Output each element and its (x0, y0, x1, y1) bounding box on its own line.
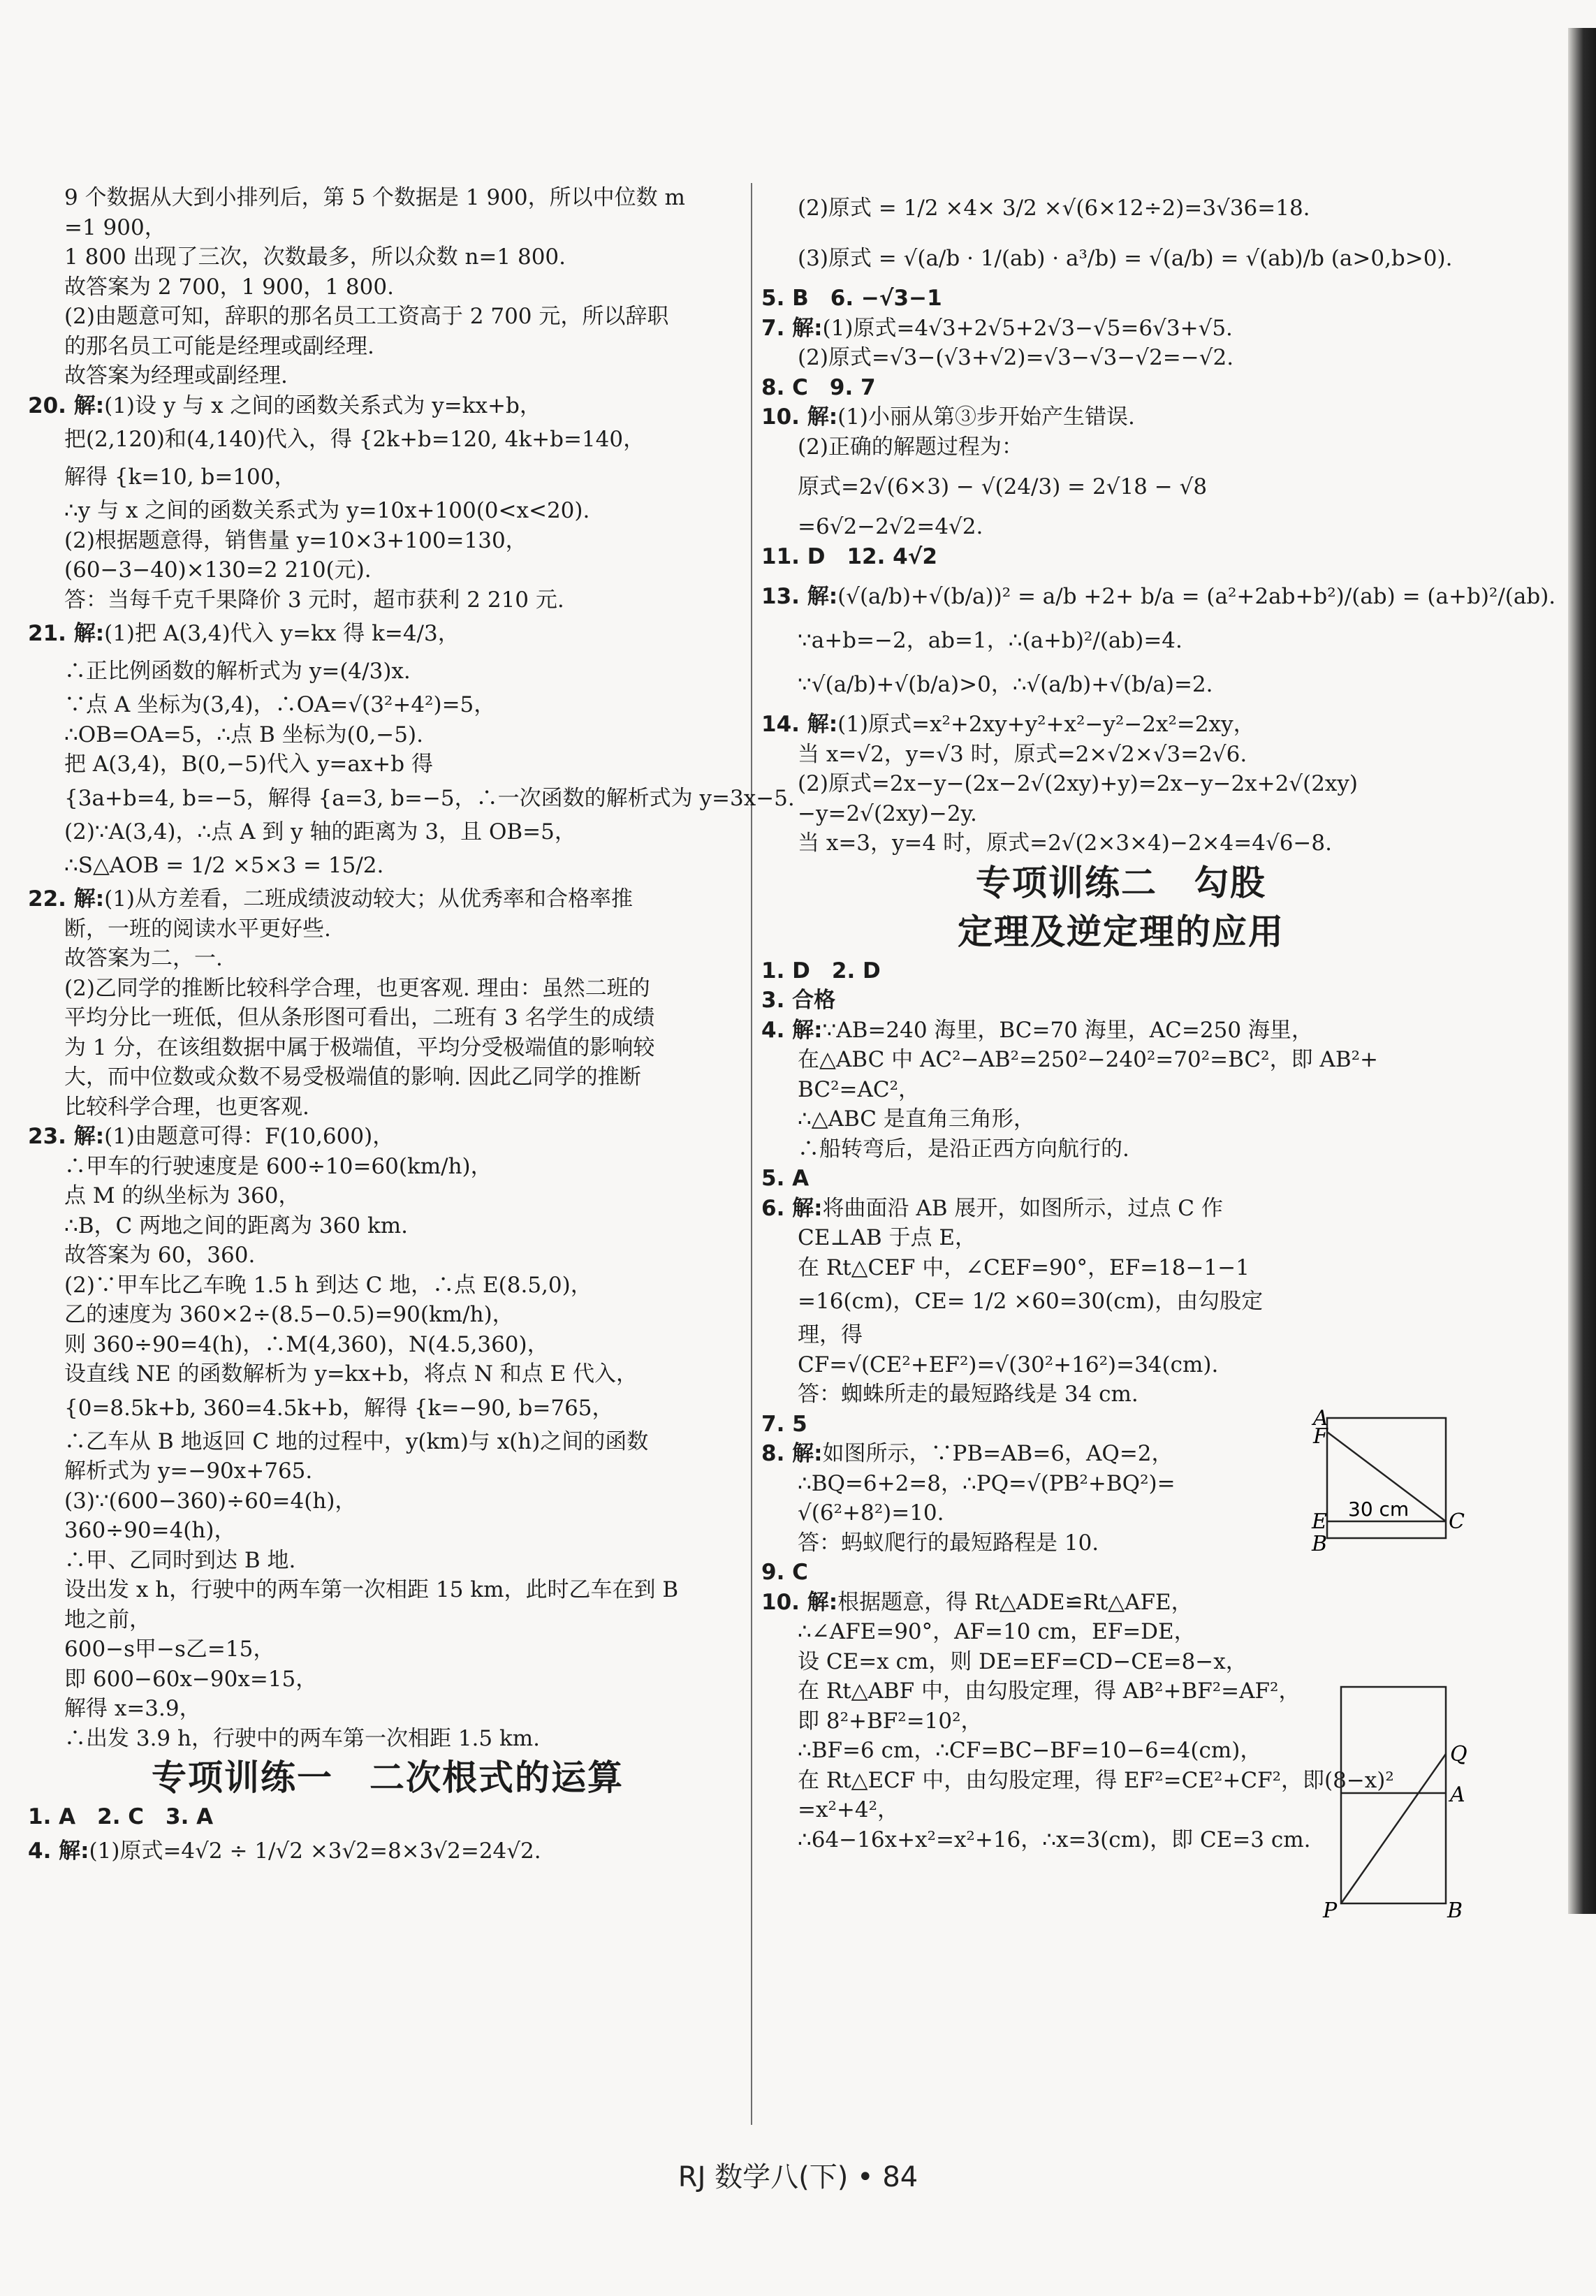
line-text: ∴船转弯后，是沿正西方向航行的. (798, 1136, 1129, 1162)
text-line (28, 1092, 747, 1123)
line-text: (60−3−40)×130=2 210(元). (64, 557, 372, 583)
text-line (761, 740, 1481, 770)
line-text: ∴S△AOB = 1/2 ×5×3 = 15/2. (64, 853, 384, 878)
line-text: 乙的速度为 360×2÷(8.5−0.5)=90(km/h)， (64, 1302, 514, 1327)
text-line (28, 1832, 747, 1870)
fig6-label-a: A (1313, 1406, 1328, 1431)
problem-number: 7. 解: (761, 315, 823, 341)
line-text: {3a+b=4, b=−5，解得 {a=3, b=−5，∴一次函数的解析式为 y=3x−5. (64, 785, 795, 811)
line-text: (2)原式=√3−(√3+√2)=√3−√3−√2=−√2. (798, 345, 1234, 370)
text-line (761, 799, 1481, 829)
line-text: 大，而中位数或众数不易受极端值的影响. 因此乙同学的推断 (64, 1065, 641, 1090)
line-text: 故答案为经理或副经理. (64, 363, 288, 388)
problem-number: 4. 解: (28, 1838, 89, 1864)
text-line (28, 1516, 747, 1546)
line-text: 为 1 分，在该组数据中属于极端值，平均分受极端值的影响较 (64, 1034, 655, 1060)
text-line (28, 1389, 747, 1427)
text-line (28, 526, 747, 556)
text-line (28, 944, 747, 974)
line-text: CF=√(CE²+EF²)=√(30²+16²)=34(cm). (798, 1352, 1219, 1377)
text-line (761, 1223, 1481, 1253)
line-text: 把 A(3,4)，B(0,−5)代入 y=ax+b 得 (64, 752, 433, 777)
line-text: 把(2,120)和(4,140)代入，得 {2k+b=120, 4k+b=140， (64, 427, 645, 452)
text-line (761, 1558, 1481, 1588)
line-text: 将曲面沿 AB 展开，如图所示，过点 C 作 (822, 1195, 1223, 1221)
text-line (761, 462, 1481, 512)
problem-number: 1. D 2. D (761, 958, 881, 984)
text-line (28, 1181, 747, 1211)
text-line (761, 1617, 1481, 1647)
line-text: 在 Rt△ABF 中，由勾股定理，得 AB²+BF²=AF²， (798, 1679, 1301, 1704)
line-text: (1)原式=x²+2xy+y²+x²−y²−2x²=2xy， (837, 712, 1255, 737)
line-text: 故答案为 2 700，1 900，1 800. (64, 274, 394, 300)
line-text: =x²+4²， (798, 1797, 900, 1822)
line-text: 故答案为二，一. (64, 946, 223, 971)
line-text: 360÷90=4(h)， (64, 1518, 236, 1543)
line-text: ∴△ABC 是直角三角形， (798, 1106, 1035, 1132)
text-line (28, 458, 747, 496)
line-text: (2)乙同学的推断比较科学合理，也更客观. 理由：虽然二班的 (64, 975, 650, 1001)
fig8-label-p: P (1323, 1899, 1338, 1923)
problem-number: 13. 解: (761, 584, 838, 609)
text-line (28, 1724, 747, 1754)
text-line (761, 1194, 1481, 1224)
text-line (761, 659, 1481, 710)
text-line (28, 1546, 747, 1576)
text-line (761, 1016, 1481, 1046)
line-text: 则 360÷90=4(h)，∴M(4,360)，N(4.5,360)， (64, 1331, 549, 1357)
line-text: ∴BQ=6+2=8，∴PQ=√(PB²+BQ²)= (798, 1470, 1176, 1496)
line-text: 1 800 出现了三次，次数最多，所以众数 n=1 800. (64, 244, 566, 270)
text-line (28, 1665, 747, 1695)
text-line (761, 432, 1481, 462)
text-line (28, 1271, 747, 1301)
text-line (28, 1122, 747, 1152)
problem-number: 6. 解: (761, 1195, 823, 1221)
text-line (28, 1605, 747, 1635)
fig6-dimension-label: 30 cm (1348, 1498, 1410, 1521)
text-line (761, 1647, 1481, 1677)
line-text: {0=8.5k+b, 360=4.5k+b，解得 {k=−90, b=765， (64, 1395, 614, 1421)
line-text: (1)由题意可得：F(10,600)， (104, 1124, 395, 1149)
line-text: ∴OB=OA=5，∴点 B 坐标为(0,−5). (64, 722, 423, 747)
line-text: 的那名员工可能是经理或副经理. (64, 333, 374, 359)
line-text: ∴甲、乙同时到达 B 地. (64, 1547, 296, 1573)
problem-number: 10. 解: (761, 404, 838, 430)
text-line (28, 1211, 747, 1241)
line-text: (2)∵A(3,4)，∴点 A 到 y 轴的距离为 3，且 OB=5， (64, 819, 576, 844)
line-text: ∴B，C 两地之间的距离为 360 km. (64, 1213, 408, 1238)
text-line (28, 847, 747, 884)
problem-number: 8. C 9. 7 (761, 374, 876, 400)
text-line (28, 1802, 747, 1832)
text-line (28, 1300, 747, 1330)
line-text: ∵a+b=−2，ab=1，∴(a+b)²/(ab)=4. (798, 628, 1183, 653)
line-text: ∴乙车从 B 地返回 C 地的过程中，y(km)与 x(h)之间的函数 (64, 1428, 649, 1454)
problem-number: 7. 5 (761, 1411, 807, 1437)
line-text: (1)设 y 与 x 之间的函数关系式为 y=kx+b， (104, 393, 541, 418)
line-text: 理，得 (798, 1322, 863, 1347)
text-line (761, 1282, 1481, 1320)
figure-cylinder-unrolled (1299, 1404, 1467, 1558)
figure-box-path (1313, 1673, 1474, 1924)
line-text: (2)原式=2x−y−(2x−2√(2xy)+y)=2x−y−2x+2√(2xy) (798, 771, 1359, 796)
line-text: 答：当每千克千果降价 3 元时，超市获利 2 210 元. (64, 587, 564, 613)
text-line (761, 828, 1481, 858)
line-text: 故答案为 60，360. (64, 1243, 256, 1268)
line-text: =1 900， (64, 214, 166, 240)
text-line (28, 242, 747, 272)
line-text: 设出发 x h，行驶中的两车第一次相距 15 km，此时乙车在到 B (64, 1577, 679, 1602)
line-text: CE⊥AB 于点 E， (798, 1225, 977, 1250)
text-line (761, 402, 1481, 432)
page-footer: RJ 数学八(下) • 84 (678, 2161, 918, 2193)
line-text: 地之前， (64, 1607, 151, 1632)
text-line (761, 284, 1481, 314)
fig6-label-c: C (1449, 1509, 1465, 1534)
text-line (28, 361, 747, 391)
text-line (28, 914, 747, 944)
text-line (28, 555, 747, 585)
problem-number: 10. 解: (761, 1589, 838, 1615)
text-line (28, 1359, 747, 1389)
line-text: ∴正比例函数的解析式为 y=(4/3)x. (64, 659, 411, 684)
fig6-label-e: E (1312, 1509, 1327, 1534)
line-text: ∴y 与 x 之间的函数关系式为 y=10x+100(0<x<20). (64, 498, 590, 523)
text-line (28, 1456, 747, 1486)
text-line (28, 652, 747, 690)
line-text: ∵√(a/b)+√(b/a)>0，∴√(a/b)+√(b/a)=2. (798, 672, 1213, 697)
problem-number: 21. 解: (28, 621, 105, 646)
line-text: 设直线 NE 的函数解析为 y=kx+b，将点 N 和点 E 代入， (64, 1361, 638, 1387)
text-line (28, 302, 747, 332)
text-line (28, 332, 747, 362)
text-line (28, 1241, 747, 1271)
fig8-label-q: Q (1450, 1742, 1467, 1767)
text-line (761, 343, 1481, 373)
line-text: =6√2−2√2=4√2. (798, 514, 983, 539)
text-line (28, 272, 747, 302)
text-line (28, 690, 747, 720)
line-text: 点 M 的纵坐标为 360， (64, 1183, 300, 1208)
line-text: ∴出发 3.9 h，行驶中的两车第一次相距 1.5 km. (64, 1725, 541, 1751)
line-text: 解得 {k=10, b=100， (64, 465, 296, 490)
line-text: (1)小丽从第③步开始产生错误. (837, 404, 1135, 430)
line-text: (1)从方差看，二班成绩波动较大；从优秀率和合格率推 (104, 886, 634, 912)
text-line (761, 512, 1481, 542)
page-edge-shadow (1568, 28, 1596, 1914)
text-line (28, 1033, 747, 1063)
text-line (28, 817, 747, 847)
text-line (28, 1003, 747, 1033)
line-text: (2)正确的解题过程为： (798, 434, 1023, 460)
line-text: (1)把 A(3,4)代入 y=kx 得 k=4/3， (104, 621, 460, 646)
problem-number: 14. 解: (761, 712, 838, 737)
right-column (761, 183, 1556, 1855)
line-text: 在 Rt△CEF 中，∠CEF=90°，EF=18−1−1 (798, 1255, 1250, 1280)
line-text: (1)原式=4√2 ÷ 1/√2 ×3√2=8×3√2=24√2. (89, 1838, 541, 1864)
text-line (28, 1635, 747, 1665)
section-title: 专项训练一 二次根式的运算 (152, 1757, 624, 1798)
line-text: 断，一班的阅读水平更好些. (64, 916, 331, 942)
section-title: 定理及逆定理的应用 (958, 911, 1284, 952)
line-text: 当 x=3，y=4 时，原式=2√(2×3×4)−2×4=4√6−8. (798, 831, 1332, 856)
text-line (28, 780, 795, 817)
text-line (28, 391, 747, 421)
text-line (761, 956, 1481, 986)
line-text: 即 8²+BF²=10²， (798, 1708, 983, 1734)
text-line (761, 1164, 1481, 1194)
problem-number: 3. 合格 (761, 988, 836, 1013)
text-line (761, 1045, 1481, 1075)
line-text: (3)∵(600−360)÷60=4(h)， (64, 1488, 357, 1514)
text-line (761, 373, 1481, 403)
text-line (761, 183, 1481, 233)
text-line (761, 1134, 1481, 1164)
text-line (761, 1320, 1481, 1350)
text-line (28, 213, 747, 243)
fig6-label-b: B (1312, 1532, 1328, 1556)
text-line (28, 615, 747, 652)
line-text: 即 600−60x−90x=15， (64, 1666, 318, 1692)
text-line (761, 986, 1481, 1016)
text-line (28, 183, 747, 213)
line-text: 设 CE=x cm，则 DE=EF=CD−CE=8−x， (798, 1648, 1247, 1674)
line-text: ∴64−16x+x²=x²+16，∴x=3(cm)，即 CE=3 cm. (798, 1827, 1311, 1852)
line-text: BC²=AC²， (798, 1076, 921, 1102)
line-text: (2)根据题意得，销售量 y=10×3+100=130， (64, 527, 527, 553)
text-line (28, 1152, 747, 1182)
line-text: (2)由题意可知，辞职的那名员工工资高于 2 700 元，所以辞职 (64, 304, 669, 329)
text-line (28, 750, 747, 780)
problem-number: 1. A 2. C 3. A (28, 1804, 214, 1829)
fig8-label-a: A (1450, 1783, 1465, 1807)
line-text: −y=2√(2xy)−2y. (798, 800, 977, 826)
text-line (761, 622, 1481, 659)
text-line (761, 710, 1481, 740)
problem-number: 5. A (761, 1166, 810, 1191)
problem-number: 8. 解: (761, 1441, 823, 1466)
line-text: 600−s甲−s乙=15， (64, 1637, 275, 1662)
text-line (28, 585, 747, 615)
problem-number: 20. 解: (28, 393, 105, 418)
problem-number: 22. 解: (28, 886, 105, 912)
fig6-label-f: F (1313, 1424, 1328, 1449)
section-title: 专项训练二 勾股 (976, 862, 1266, 903)
problem-number: 4. 解: (761, 1017, 823, 1043)
line-text: 解析式为 y=−90x+765. (64, 1458, 313, 1484)
problem-number: 23. 解: (28, 1124, 105, 1149)
text-line (761, 769, 1481, 799)
line-text: √(6²+8²)=10. (798, 1500, 944, 1526)
line-text: 在 Rt△ECF 中，由勾股定理，得 EF²=CE²+CF²，即(8−x)² (798, 1767, 1394, 1793)
line-text: 答：蜘蛛所走的最短路线是 34 cm. (798, 1382, 1139, 1407)
text-line (761, 1588, 1481, 1618)
text-line (761, 1253, 1481, 1283)
text-line (761, 1350, 1481, 1380)
line-text: 当 x=√2，y=√3 时，原式=2×√2×√3=2√6. (798, 741, 1247, 767)
text-line (761, 1075, 1481, 1105)
line-text: ∵AB=240 海里，BC=70 海里，AC=250 海里， (822, 1017, 1313, 1043)
line-text: ∴甲车的行驶速度是 600÷10=60(km/h)， (64, 1153, 492, 1179)
line-text: 9 个数据从大到小排列后，第 5 个数据是 1 900，所以中位数 m (64, 185, 685, 210)
line-text: 如图所示，∵PB=AB=6，AQ=2， (822, 1441, 1173, 1466)
text-line (28, 496, 747, 526)
line-text: 答：蚂蚁爬行的最短路程是 10. (798, 1530, 1099, 1556)
text-line (28, 1330, 747, 1360)
line-text: ∵点 A 坐标为(3,4)，∴OA=√(3²+4²)=5， (64, 692, 496, 717)
line-text: (1)原式=4√3+2√5+2√3−√5=6√3+√5. (822, 315, 1233, 341)
text-line (28, 720, 747, 750)
text-line (28, 1575, 747, 1605)
text-line (28, 974, 747, 1004)
line-text: (2)∵甲车比乙车晚 1.5 h 到达 C 地，∴点 E(8.5,0)， (64, 1272, 592, 1298)
text-line (28, 1062, 747, 1092)
problem-number: 9. C (761, 1560, 808, 1585)
problem-number: 11. D 12. 4√2 (761, 543, 937, 569)
text-line (761, 571, 1556, 622)
line-text: =16(cm)，CE= 1/2 ×60=30(cm)，由勾股定 (798, 1289, 1264, 1314)
line-text: 原式=2√(6×3) − √(24/3) = 2√18 − √8 (798, 474, 1208, 499)
line-text: (2)原式 = 1/2 ×4× 3/2 ×√(6×12÷2)=3√36=18. (798, 196, 1310, 221)
text-line (28, 421, 747, 458)
line-text: ∴BF=6 cm，∴CF=BC−BF=10−6=4(cm)， (798, 1738, 1262, 1763)
problem-number: 5. B 6. −√3−1 (761, 286, 942, 311)
line-text: 根据题意，得 Rt△ADE≌Rt△AFE， (837, 1589, 1193, 1615)
fig8-label-b: B (1447, 1899, 1463, 1923)
text-line (28, 1694, 747, 1724)
line-text: 平均分比一班低，但从条形图可看出，二班有 3 名学生的成绩 (64, 1005, 655, 1030)
text-line (28, 1486, 747, 1516)
line-text: 解得 x=3.9， (64, 1696, 201, 1721)
text-line (761, 233, 1481, 284)
line-text: (3)原式 = √(a/b · 1/(ab) · a³/b) = √(a/b) = √(ab)/b (a>0,b>0). (798, 246, 1453, 271)
line-text: (√(a/b)+√(b/a))² = a/b +2+ b/a = (a²+2ab+b²)/(ab) = (a+b)²/(ab). (837, 584, 1556, 609)
line-text: 在△ABC 中 AC²−AB²=250²−240²=70²=BC²，即 AB²+ (798, 1047, 1379, 1072)
text-line (28, 1427, 747, 1457)
line-text: 比较科学合理，也更客观. (64, 1094, 309, 1120)
text-line (761, 314, 1481, 344)
text-line (28, 884, 747, 914)
text-line (761, 1104, 1481, 1134)
column-divider (751, 183, 752, 2125)
line-text: ∴∠AFE=90°，AF=10 cm，EF=DE， (798, 1619, 1196, 1644)
text-line (761, 542, 1481, 572)
